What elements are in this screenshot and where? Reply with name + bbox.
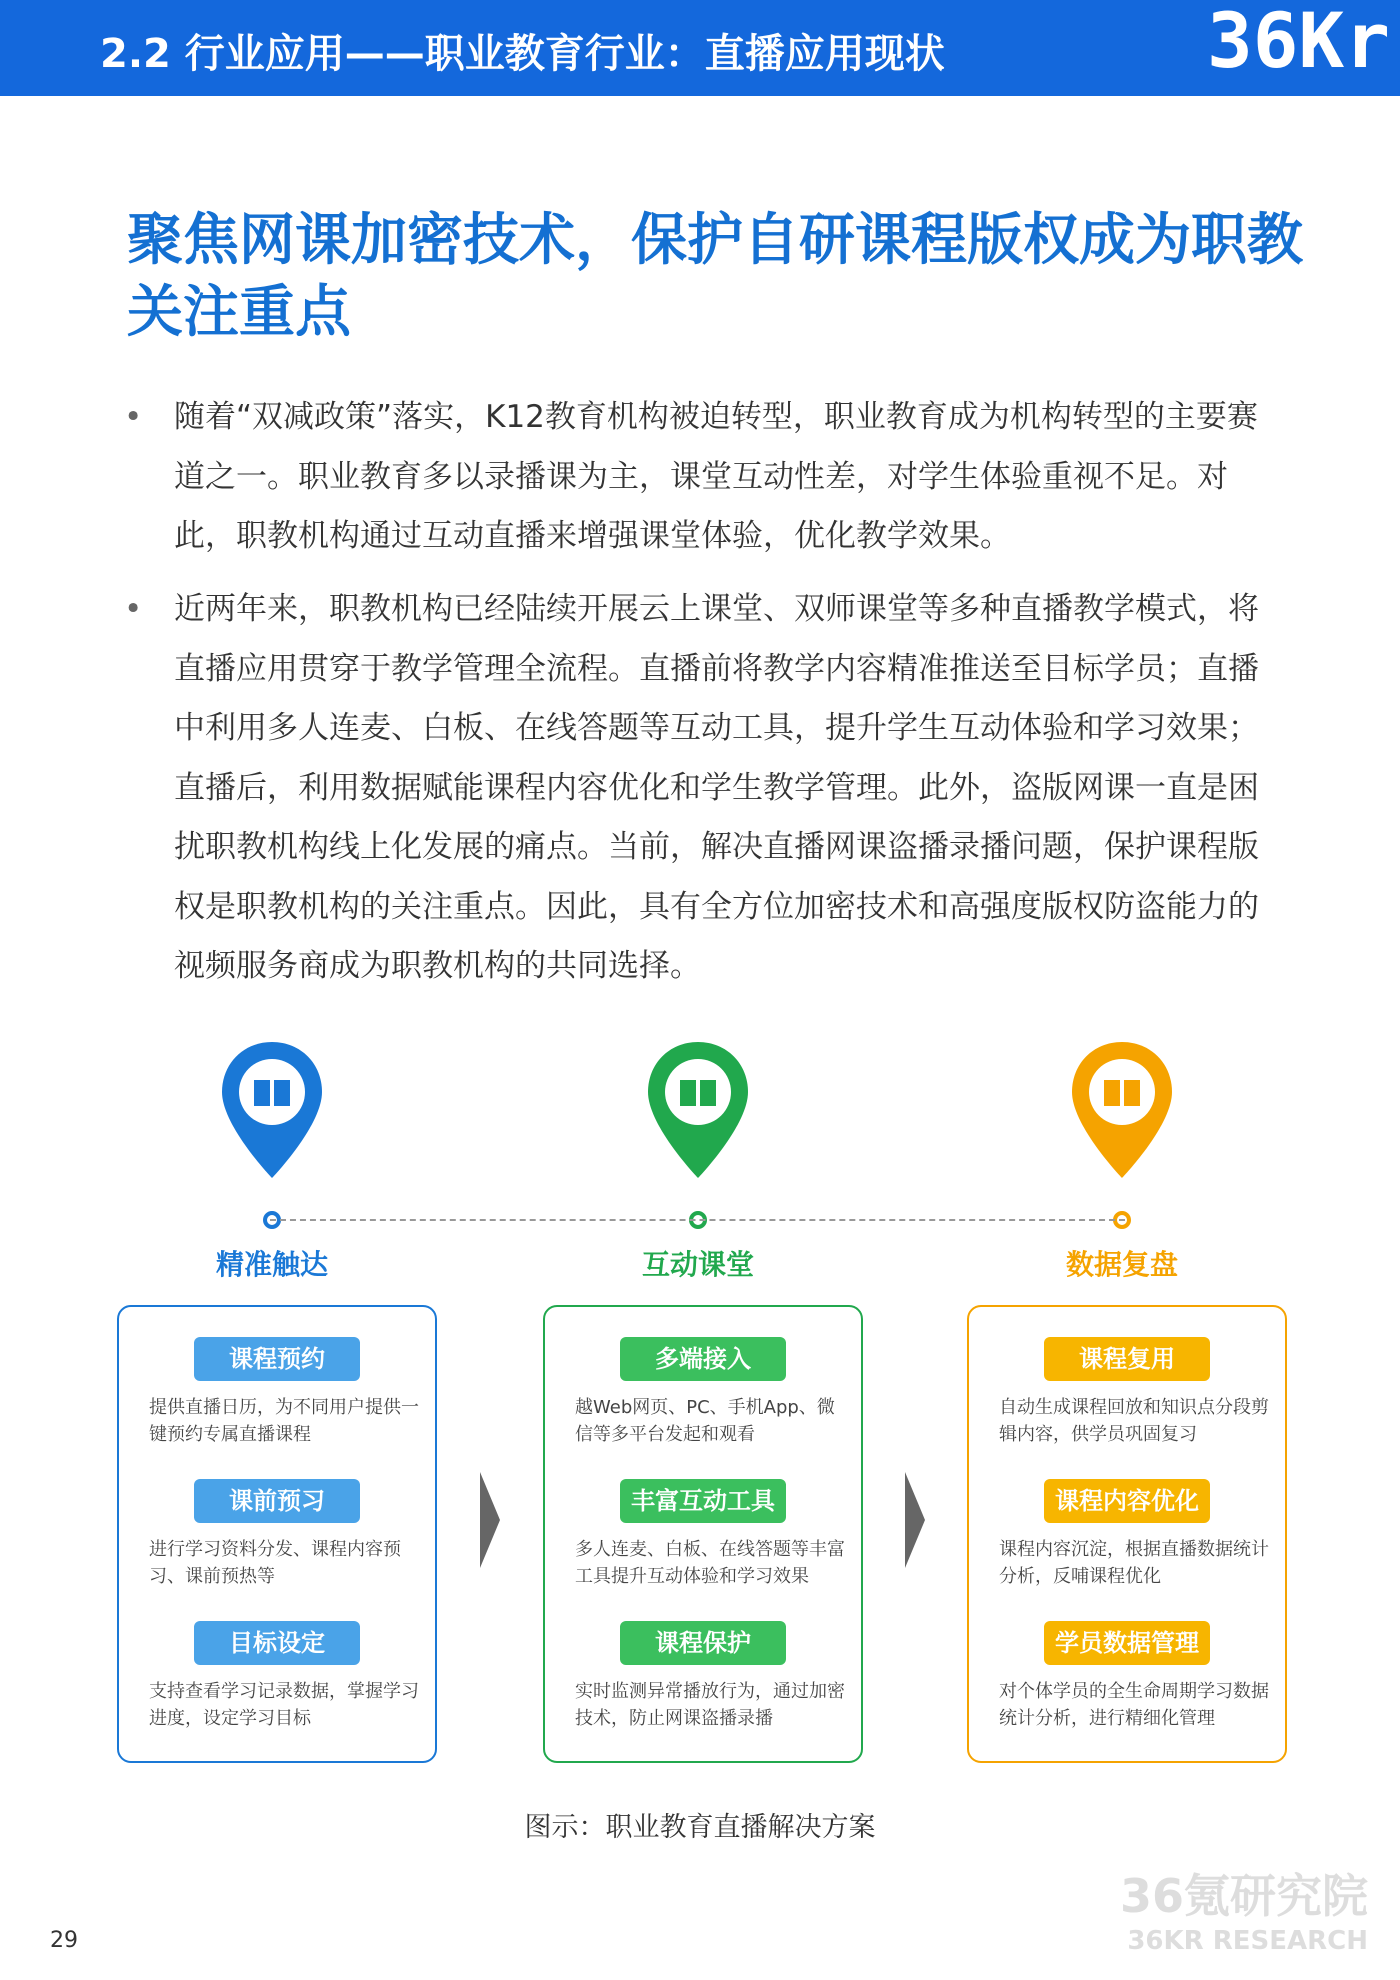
feature-desc: 越Web网页、PC、手机App、微信等多平台发起和观看 <box>575 1397 835 1445</box>
feature-tag: 目标设定 <box>194 1621 360 1665</box>
stage-title: 精准触达 <box>215 1248 328 1281</box>
feature-tag: 学员数据管理 <box>1044 1621 1210 1665</box>
feature-tag: 丰富互动工具 <box>620 1479 786 1523</box>
feature-tag: 多端接入 <box>620 1337 786 1381</box>
location-pin-icon <box>1069 1040 1175 1180</box>
location-pin-icon <box>219 1040 325 1180</box>
stage-card <box>117 1305 437 1763</box>
feature-desc: 支持查看学习记录数据，掌握学习进度，设定学习目标 <box>149 1681 419 1729</box>
feature-desc: 对个体学员的全生命周期学习数据统计分析，进行精细化管理 <box>999 1681 1269 1729</box>
feature-tag: 课程复用 <box>1044 1337 1210 1381</box>
bullet-paragraph-2 <box>124 580 1288 997</box>
figure-caption: 图示：职业教育直播解决方案 <box>524 1812 876 1843</box>
36kr-logo: 36Kr <box>1206 0 1390 85</box>
feature-desc: 进行学习资料分发、课程内容预习、课前预热等 <box>149 1539 401 1587</box>
feature-desc: 自动生成课程回放和知识点分段剪辑内容，供学员巩固复习 <box>999 1397 1269 1445</box>
feature-tag: 课前预习 <box>194 1479 360 1523</box>
feature-tag: 课程保护 <box>620 1621 786 1665</box>
bullet-paragraph-1 <box>124 388 1288 567</box>
feature-tag: 课程内容优化 <box>1044 1479 1210 1523</box>
location-pin-icon <box>645 1040 751 1180</box>
stage-title: 数据复盘 <box>1065 1248 1178 1281</box>
section-title: 2.2 行业应用——职业教育行业：直播应用现状 <box>100 31 945 77</box>
feature-tag: 课程预约 <box>194 1337 360 1381</box>
timeline-dashed-line <box>270 1219 1125 1221</box>
feature-desc: 多人连麦、白板、在线答题等丰富工具提升互动体验和学习效果 <box>575 1539 845 1587</box>
arrow-right-icon <box>903 1470 927 1570</box>
page-heading: 聚焦网课加密技术，保护自研课程版权成为职教关注重点 <box>127 208 1303 345</box>
page-number: 29 <box>50 1928 78 1953</box>
arrow-right-icon <box>478 1470 502 1570</box>
stage-card <box>543 1305 863 1763</box>
header-bar <box>0 0 1400 96</box>
feature-desc: 提供直播日历，为不同用户提供一键预约专属直播课程 <box>149 1397 419 1445</box>
bullet-text: 近两年来，职教机构已经陆续开展云上课堂、双师课堂等多种直播教学模式，将直播应用贯穿于教学管理全流程。直播前将教学内容精准推送至目标学员；直播中利用多人连麦、白板、在线答题等互动工具，提升学生互动体验和学习效果；直播后，利用数据赋能课程内容优化和学生教学管理。此外，盗版网课一直是困扰职教机构线上化发展的痛点。当前，解决直播网课盗播录播问题，保护课程版权是职教机构的关注重点。因此，具有全方位加密技术和高强度版权防盗能力的视频服务商成为职教机构的共同选择。 <box>174 591 1259 984</box>
watermark: 36氪研究院 36KR RESEARCH <box>1119 1869 1368 1956</box>
bullet-icon: • <box>124 591 143 627</box>
feature-desc: 课程内容沉淀，根据直播数据统计分析，反哺课程优化 <box>999 1539 1269 1587</box>
stage-title: 互动课堂 <box>641 1248 754 1281</box>
bullet-icon: • <box>124 399 143 435</box>
stage-card <box>967 1305 1287 1763</box>
bullet-text: 随着“双减政策”落实，K12教育机构被迫转型，职业教育成为机构转型的主要赛道之一。职业教育多以录播课为主，课堂互动性差，对学生体验重视不足。对此，职教机构通过互动直播来增强课堂体验，优化教学效果。 <box>174 399 1258 554</box>
feature-desc: 实时监测异常播放行为，通过加密技术，防止网课盗播录播 <box>575 1681 845 1729</box>
